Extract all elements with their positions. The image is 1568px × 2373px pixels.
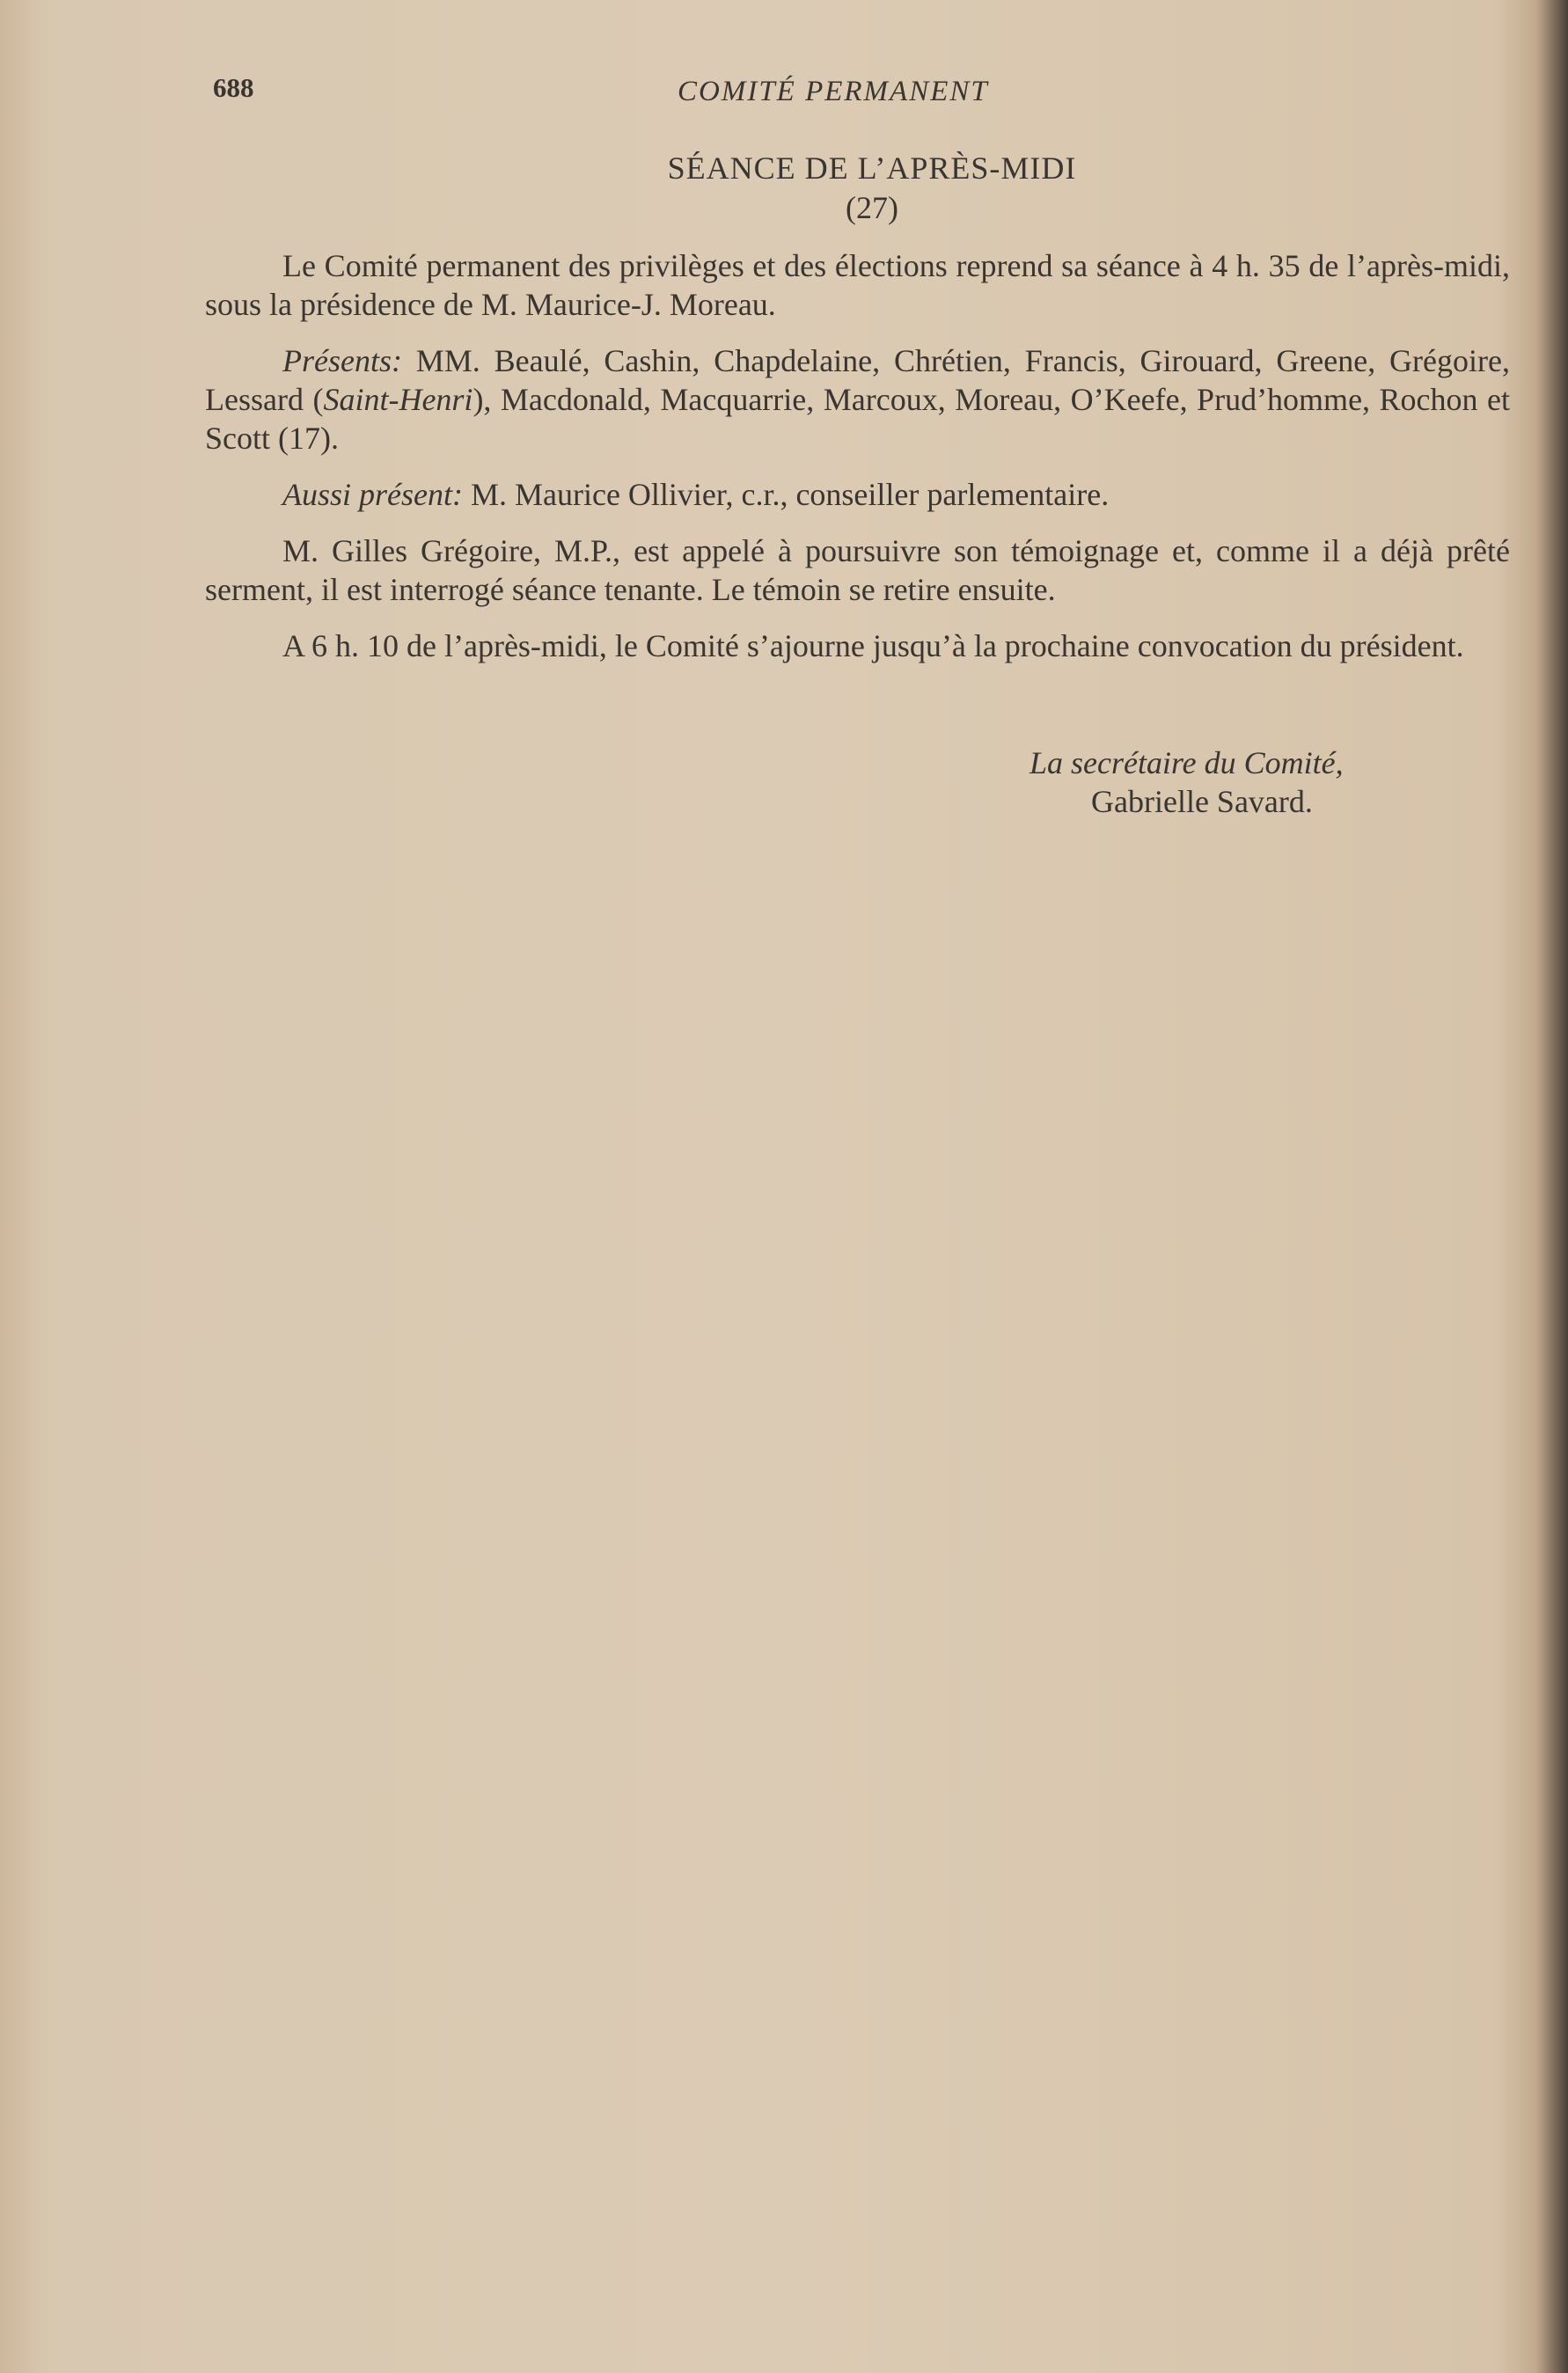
session-number: (27) <box>846 190 898 225</box>
attendance-paragraph <box>205 341 1510 458</box>
opening-paragraph: Le Comité permanent des privilèges et des élections reprend sa séance à 4 h. 35 de l’après-midi, sous la présidence de M. Maurice-J. Moreau. <box>205 248 1510 322</box>
attendance-text-b: ), Macdonald, Macquarrie, Marcoux, Moreau, O’Keefe, Prud’homme, Rochon et Scott (17). <box>205 382 1511 456</box>
also-present-paragraph <box>205 475 1510 514</box>
minutes-body <box>205 246 1510 683</box>
signature-role: La secrétaire du Comité, <box>1029 745 1344 780</box>
running-head <box>0 72 1568 116</box>
attendance-label: Présents: <box>282 343 402 378</box>
running-title: COMITÉ PERMANENT <box>678 76 989 107</box>
signature-name: Gabrielle Savard. <box>1091 784 1313 819</box>
attendance-riding: Saint-Henri <box>323 382 473 417</box>
also-present-label: Aussi présent: <box>282 477 463 512</box>
testimony-paragraph: M. Gilles Grégoire, M.P., est appelé à poursuivre son témoignage et, comme il a déjà prêté serment, il est interrogé séance tenante. Le témoin se retire ensuite. <box>205 533 1510 607</box>
also-present-text: M. Maurice Ollivier, c.r., conseiller parlementaire. <box>462 477 1110 512</box>
page-number: 688 <box>213 72 254 103</box>
session-title: SÉANCE DE L’APRÈS-MIDI <box>667 150 1077 186</box>
adjournment-paragraph: A 6 h. 10 de l’après-midi, le Comité s’ajourne jusqu’à la prochaine convocation du président. <box>282 628 1464 663</box>
signature-block <box>1021 743 1344 821</box>
attendance-text-a: MM. Beaulé, Cashin, Chapdelaine, Chrétien, Francis, Girouard, Greene, Grégoire, Lessard ( <box>205 343 1510 417</box>
